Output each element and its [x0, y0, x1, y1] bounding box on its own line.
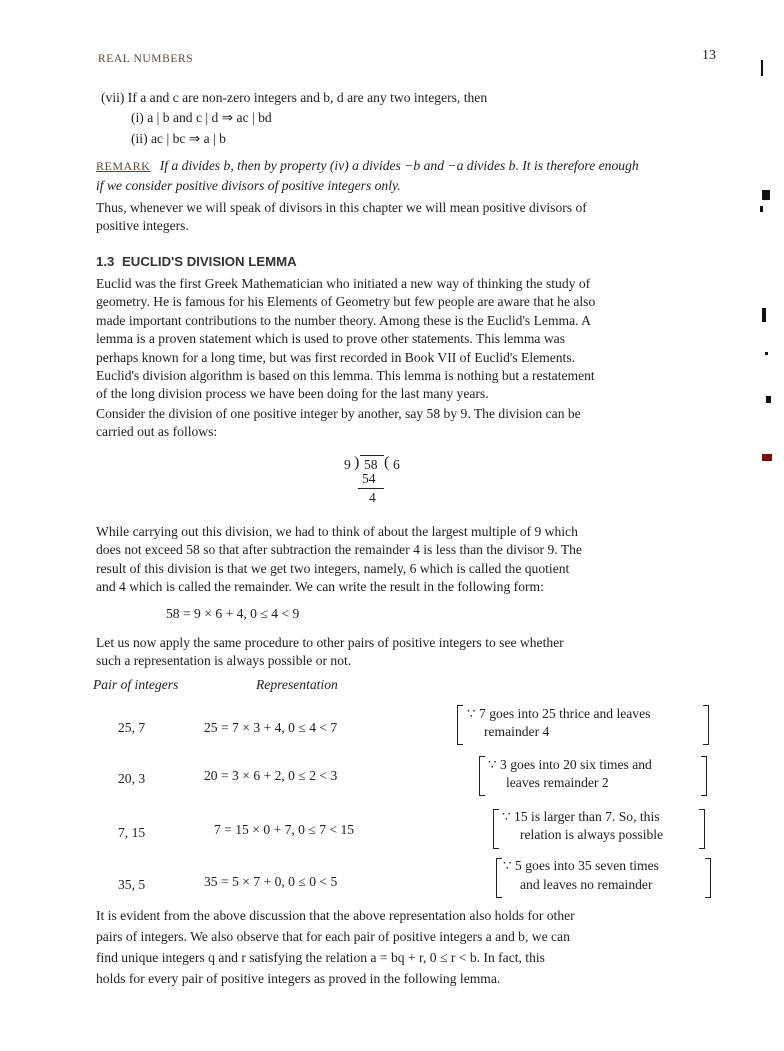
row-1-left-bracket [457, 705, 463, 745]
evident-line: find unique integers q and r satisfying the relation a = bq + r, 0 ≤ r < b. In fact, this [96, 950, 545, 965]
apply-line: Let us now apply the same procedure to other pairs of positive integers to see whether [96, 635, 564, 650]
row-3-note-line-2: relation is always possible [520, 827, 664, 842]
scan-edge-mark [760, 206, 763, 212]
euclid-line: Euclid's division algorithm is based on this lemma. This lemma is nothing but a restatement [96, 368, 595, 384]
while-line: While carrying out this division, we had to think of about the largest multiple of 9 which [96, 524, 578, 539]
euclid-line: geometry. He is famous for his Elements of Geometry but few people are aware that he also [96, 294, 596, 310]
division-top-rule [360, 455, 384, 456]
property-vii-item-ii: (ii) ac | bc ⇒ a | b [131, 131, 226, 146]
euclid-paragraph [96, 275, 714, 404]
euclid-line: Euclid was the first Greek Mathematician who initiated a new way of thinking the study of [96, 276, 591, 291]
scan-edge-mark [762, 190, 770, 200]
while-line: and 4 which is called the remainder. We can write the result in the following form: [96, 579, 544, 595]
while-paragraph [96, 523, 714, 597]
scan-edge-mark [762, 308, 766, 322]
division-dividend: 58 [364, 457, 378, 472]
col-header-pair: Pair of integers [93, 677, 179, 692]
col-header-representation: Representation [256, 677, 338, 692]
remark-line-1: If a divides b, then by property (iv) a divides −b and −a divides b. It is therefore enough [159, 158, 639, 173]
division-quotient: 6 [393, 457, 400, 472]
row-2-right-bracket [701, 756, 707, 796]
scan-edge-mark [761, 60, 763, 76]
scan-edge-mark [762, 454, 772, 461]
euclid-line: of the long division process we have been doing for the last many years. [96, 386, 489, 402]
row-2-note-line-2: leaves remainder 2 [506, 775, 609, 790]
division-divisor: 9 [344, 457, 351, 472]
remark-label: REMARK [96, 159, 151, 173]
remark-line-2: if we consider positive divisors of positive integers only. [96, 178, 401, 193]
property-vii-intro: (vii) If a and c are non-zero integers and b, d are any two integers, then [101, 90, 488, 105]
row-4-left-bracket [496, 858, 502, 898]
row-4-representation: 35 = 5 × 7 + 0, 0 ≤ 0 < 5 [204, 874, 338, 889]
result-equation: 58 = 9 × 6 + 4, 0 ≤ 4 < 9 [166, 606, 300, 621]
row-2-note-line-1: ∵ 3 goes into 20 six times and [488, 757, 652, 772]
euclid-line: perhaps known for a long time, but was first recorded in Book VII of Euclid's Elements. [96, 349, 576, 365]
scan-edge-mark [766, 396, 771, 403]
apply-paragraph [96, 634, 714, 671]
evident-paragraph [96, 905, 722, 989]
section-number: 1.3 [96, 254, 115, 269]
property-vii-item-i: (i) a | b and c | d ⇒ ac | bd [131, 110, 272, 125]
row-3-pair: 7, 15 [118, 825, 146, 840]
evident-line: It is evident from the above discussion that the above representation also holds for other [96, 908, 575, 923]
row-2-pair: 20, 3 [118, 771, 146, 786]
row-2-representation: 20 = 3 × 6 + 2, 0 ≤ 2 < 3 [204, 768, 338, 783]
row-4-pair: 35, 5 [118, 877, 146, 892]
section-heading [96, 254, 297, 269]
while-line: result of this division is that we get two integers, namely, 6 which is called the quotient [96, 560, 570, 576]
row-3-right-bracket [699, 809, 705, 849]
euclid-line: lemma is a proven statement which is used to prove other statements. This lemma was [96, 331, 566, 347]
row-1-pair: 25, 7 [118, 720, 146, 735]
while-line: does not exceed 58 so that after subtraction the remainder 4 is less than the divisor 9. The [96, 542, 582, 558]
scan-edge-mark [765, 352, 768, 355]
division-product: 54 [362, 471, 376, 486]
row-1-right-bracket [703, 705, 709, 745]
thus-line-1: Thus, whenever we will speak of divisors in this chapter we will mean positive divisors of [96, 200, 587, 215]
division-bracket-left-icon: ) [354, 454, 360, 471]
apply-line: such a representation is always possible or not. [96, 653, 352, 669]
row-2-left-bracket [479, 756, 485, 796]
row-4-note-line-1: ∵ 5 goes into 35 seven times [503, 858, 659, 873]
row-1-representation: 25 = 7 × 3 + 4, 0 ≤ 4 < 7 [204, 720, 338, 735]
row-1-note-line-2: remainder 4 [484, 724, 550, 739]
row-4-note-line-2: and leaves no remainder [520, 877, 653, 892]
running-title: REAL NUMBERS [98, 53, 194, 65]
section-title: EUCLID'S DIVISION LEMMA [122, 254, 297, 269]
row-3-representation: 7 = 15 × 0 + 7, 0 ≤ 7 < 15 [214, 822, 355, 837]
euclid-line: made important contributions to the number theory. Among these is the Euclid's Lemma. A [96, 312, 592, 328]
evident-line: pairs of integers. We also observe that for each pair of positive integers a and b, we can [96, 929, 570, 944]
division-remainder: 4 [369, 490, 376, 505]
row-3-left-bracket [493, 809, 499, 849]
row-3-note-line-1: ∵ 15 is larger than 7. So, this [502, 809, 660, 824]
row-1-note-line-1: ∵ 7 goes into 25 thrice and leaves [467, 706, 651, 721]
long-division [340, 455, 430, 510]
row-4-right-bracket [705, 858, 711, 898]
page-number: 13 [702, 48, 716, 63]
consider-line: Consider the division of one positive integer by another, say 58 by 9. The division can be [96, 406, 581, 421]
evident-line: holds for every pair of positive integers as proved in the following lemma. [96, 971, 501, 986]
remark [96, 157, 639, 175]
division-bracket-right-icon: ( [384, 454, 390, 471]
consider-line: carried out as follows: [96, 424, 218, 440]
thus-line-2: positive integers. [96, 218, 189, 233]
consider-paragraph [96, 405, 714, 442]
